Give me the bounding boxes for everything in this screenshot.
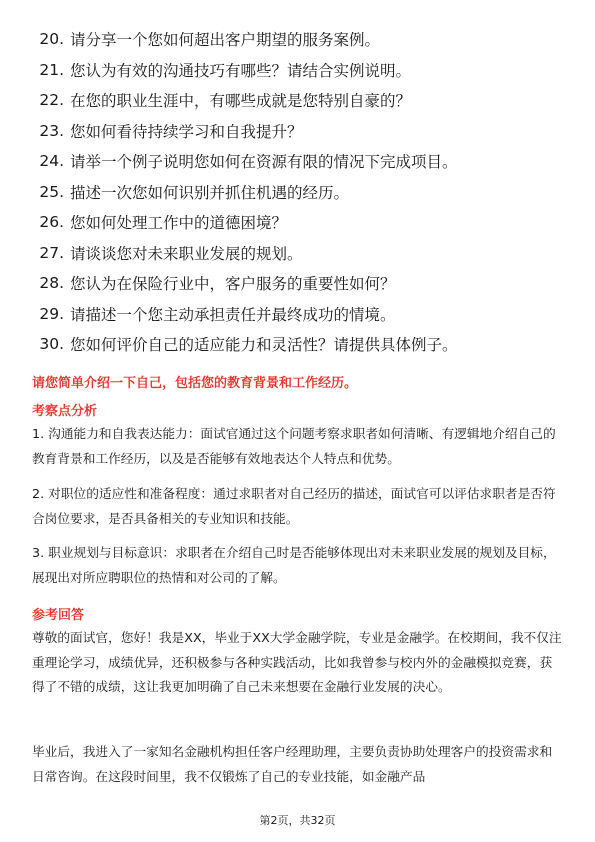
question-number: 22.	[39, 91, 64, 110]
question-text: 您如何处理工作中的道德困境？	[70, 214, 288, 233]
question-number: 21.	[39, 60, 64, 79]
list-item	[30, 207, 570, 238]
page-footer: 第2页，共32页	[259, 814, 336, 827]
list-item	[30, 299, 570, 330]
list-item	[30, 116, 570, 147]
analysis-point: 1. 沟通能力和自我表达能力：面试官通过这个问题考察求职者如何清晰、有逻辑地介绍自己的教育背景和工作经历，以及是否能够有效地表达个人特点和优势。	[32, 426, 556, 466]
list-item	[30, 268, 570, 299]
highlight-question: 请您简单介绍一下自己，包括您的教育背景和工作经历。	[32, 376, 358, 391]
analysis-point: 3. 职业规划与目标意识：求职者在介绍自己时是否能够体现出对未来职业发展的规划及目标，展现出对所应聘职位的热情和对公司的了解。	[32, 545, 556, 585]
question-number: 26.	[39, 213, 64, 232]
question-text: 您认为有效的沟通技巧有哪些？请结合实例说明。	[70, 61, 412, 80]
question-number: 28.	[39, 274, 64, 293]
question-text: 您认为在保险行业中，客户服务的重要性如何？	[70, 275, 396, 294]
question-number: 29.	[39, 304, 64, 323]
list-item	[30, 177, 570, 208]
list-item	[30, 24, 570, 55]
question-text: 您如何评价自己的适应能力和灵活性？请提供具体例子。	[70, 336, 458, 355]
list-item	[30, 146, 570, 177]
answer-paragraph: 尊敬的面试官，您好！我是XX，毕业于XX大学金融学院，专业是金融学。在校期间，我不仅注重理论学习，成绩优异，还积极参与各种实践活动，比如我曾参与校内外的金融模拟竞赛，获得了不错的成绩，这让我更加明确了自己未来想要在金融行业发展的决心。	[32, 630, 562, 694]
question-number: 20.	[39, 30, 64, 49]
answer-paragraph: 毕业后，我进入了一家知名金融机构担任客户经理助理，主要负责协助处理客户的投资需求和日常咨询。在这段时间里，我不仅锻炼了自己的专业技能，如金融产品	[32, 744, 553, 784]
list-item	[30, 85, 570, 116]
list-item	[30, 329, 570, 360]
question-number: 24.	[39, 152, 64, 171]
question-text: 请举一个例子说明您如何在资源有限的情况下完成项目。	[70, 153, 458, 172]
question-text: 在您的职业生涯中，有哪些成就是您特别自豪的？	[70, 92, 412, 111]
question-number: 25.	[39, 182, 64, 201]
analysis-point: 2. 对职位的适应性和准备程度：通过求职者对自己经历的描述，面试官可以评估求职者是否符合岗位要求，是否具备相关的专业知识和技能。	[32, 486, 556, 526]
question-number: 27.	[39, 243, 64, 262]
question-text: 您如何看待持续学习和自我提升？	[70, 122, 303, 141]
question-text: 请描述一个您主动承担责任并最终成功的情境。	[70, 305, 396, 324]
question-number: 23.	[39, 121, 64, 140]
list-item	[30, 55, 570, 86]
question-text: 请分享一个您如何超出客户期望的服务案例。	[70, 31, 381, 50]
question-text: 描述一次您如何识别并抓住机遇的经历。	[70, 183, 350, 202]
question-text: 请谈谈您对未来职业发展的规划。	[70, 244, 303, 263]
answer-title: 参考回答	[32, 608, 85, 623]
analysis-title: 考察点分析	[32, 404, 98, 419]
list-item	[30, 238, 570, 269]
question-list	[30, 24, 570, 360]
question-number: 30.	[39, 335, 64, 354]
